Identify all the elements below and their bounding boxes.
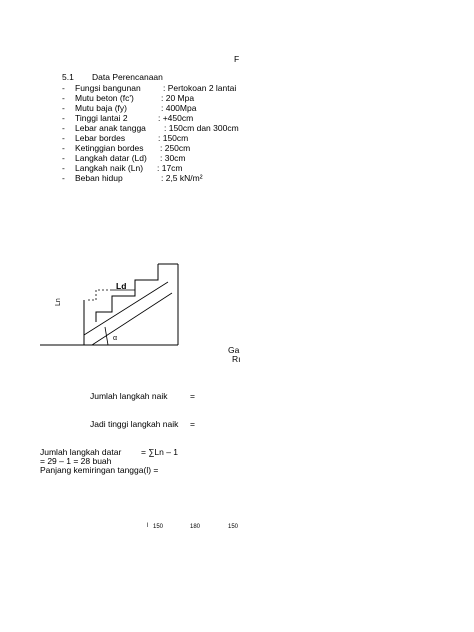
bottom-fragment: 150 <box>228 524 239 530</box>
item-value: : 2,5 kN/m² <box>161 173 203 183</box>
item-value: : 250cm <box>160 143 191 153</box>
calc-line-29: = 29 – 1 = 28 buah <box>40 456 112 466</box>
label-angle: α <box>113 335 118 342</box>
label-ln: Ln <box>55 298 62 306</box>
list-bullet: - <box>62 173 65 183</box>
item-label: Langkah naik (Ln) <box>75 163 144 173</box>
item-label: Ketinggian bordes <box>75 143 144 153</box>
label-ld: Ld <box>116 281 127 291</box>
item-label: Beban hidup <box>75 173 123 183</box>
stair-profile <box>96 264 158 322</box>
calc-jumlah-langkah-naik: Jumlah langkah naik <box>90 391 168 401</box>
list-bullet: - <box>62 83 65 93</box>
figure-caption-line1: Ga <box>228 345 240 355</box>
list-bullet: - <box>62 113 65 123</box>
item-label: Mutu beton (fc') <box>75 93 134 103</box>
item-label: Langkah datar (Ld) <box>75 153 147 163</box>
slab-line-bottom <box>92 293 172 345</box>
item-value: : 30cm <box>160 153 186 163</box>
item-value: : 17cm <box>157 163 183 173</box>
item-label: Lebar bordes <box>75 133 126 143</box>
item-value: : +450cm <box>158 113 194 123</box>
item-label: Tinggi lantai 2 <box>75 113 128 123</box>
item-label: Fungsi bangunan <box>75 83 141 93</box>
section-title: Data Perencanaan <box>92 72 163 82</box>
list-bullet: - <box>62 133 65 143</box>
item-value: : 20 Mpa <box>161 93 195 103</box>
list-bullet: - <box>62 123 65 133</box>
bottom-fragment: l <box>147 523 149 529</box>
bottom-fragment: 150 <box>153 524 164 530</box>
item-value: : 400Mpa <box>161 103 197 113</box>
item-label: Lebar anak tangga <box>75 123 146 133</box>
list-bullet: - <box>62 93 65 103</box>
list-bullet: - <box>62 103 65 113</box>
item-label: Mutu baja (fy) <box>75 103 127 113</box>
calc-panjang-kemiringan: Panjang kemiringan tangga(l) = <box>40 465 159 475</box>
figure-caption-line2: Rı <box>232 354 241 364</box>
dashed-step <box>88 290 112 300</box>
calc-eq1: = <box>190 391 195 401</box>
item-value: : 150cm <box>158 133 189 143</box>
item-value: : 150cm dan 300cm <box>164 123 239 133</box>
calc-eq2: = <box>190 419 195 429</box>
calc-jumlah-langkah-datar: Jumlah langkah datar <box>40 447 122 457</box>
bottom-fragment: 180 <box>190 524 201 530</box>
page-header-fragment: F <box>234 54 240 64</box>
list-bullet: - <box>62 153 65 163</box>
section-number: 5.1 <box>62 72 74 82</box>
calc-jumlah-langkah-datar-formula: = ∑Ln – 1 <box>141 447 179 457</box>
list-bullet: - <box>62 143 65 153</box>
calc-jadi-tinggi: Jadi tinggi langkah naik <box>90 419 179 429</box>
item-value: : Pertokoan 2 lantai <box>163 83 237 93</box>
list-bullet: - <box>62 163 65 173</box>
